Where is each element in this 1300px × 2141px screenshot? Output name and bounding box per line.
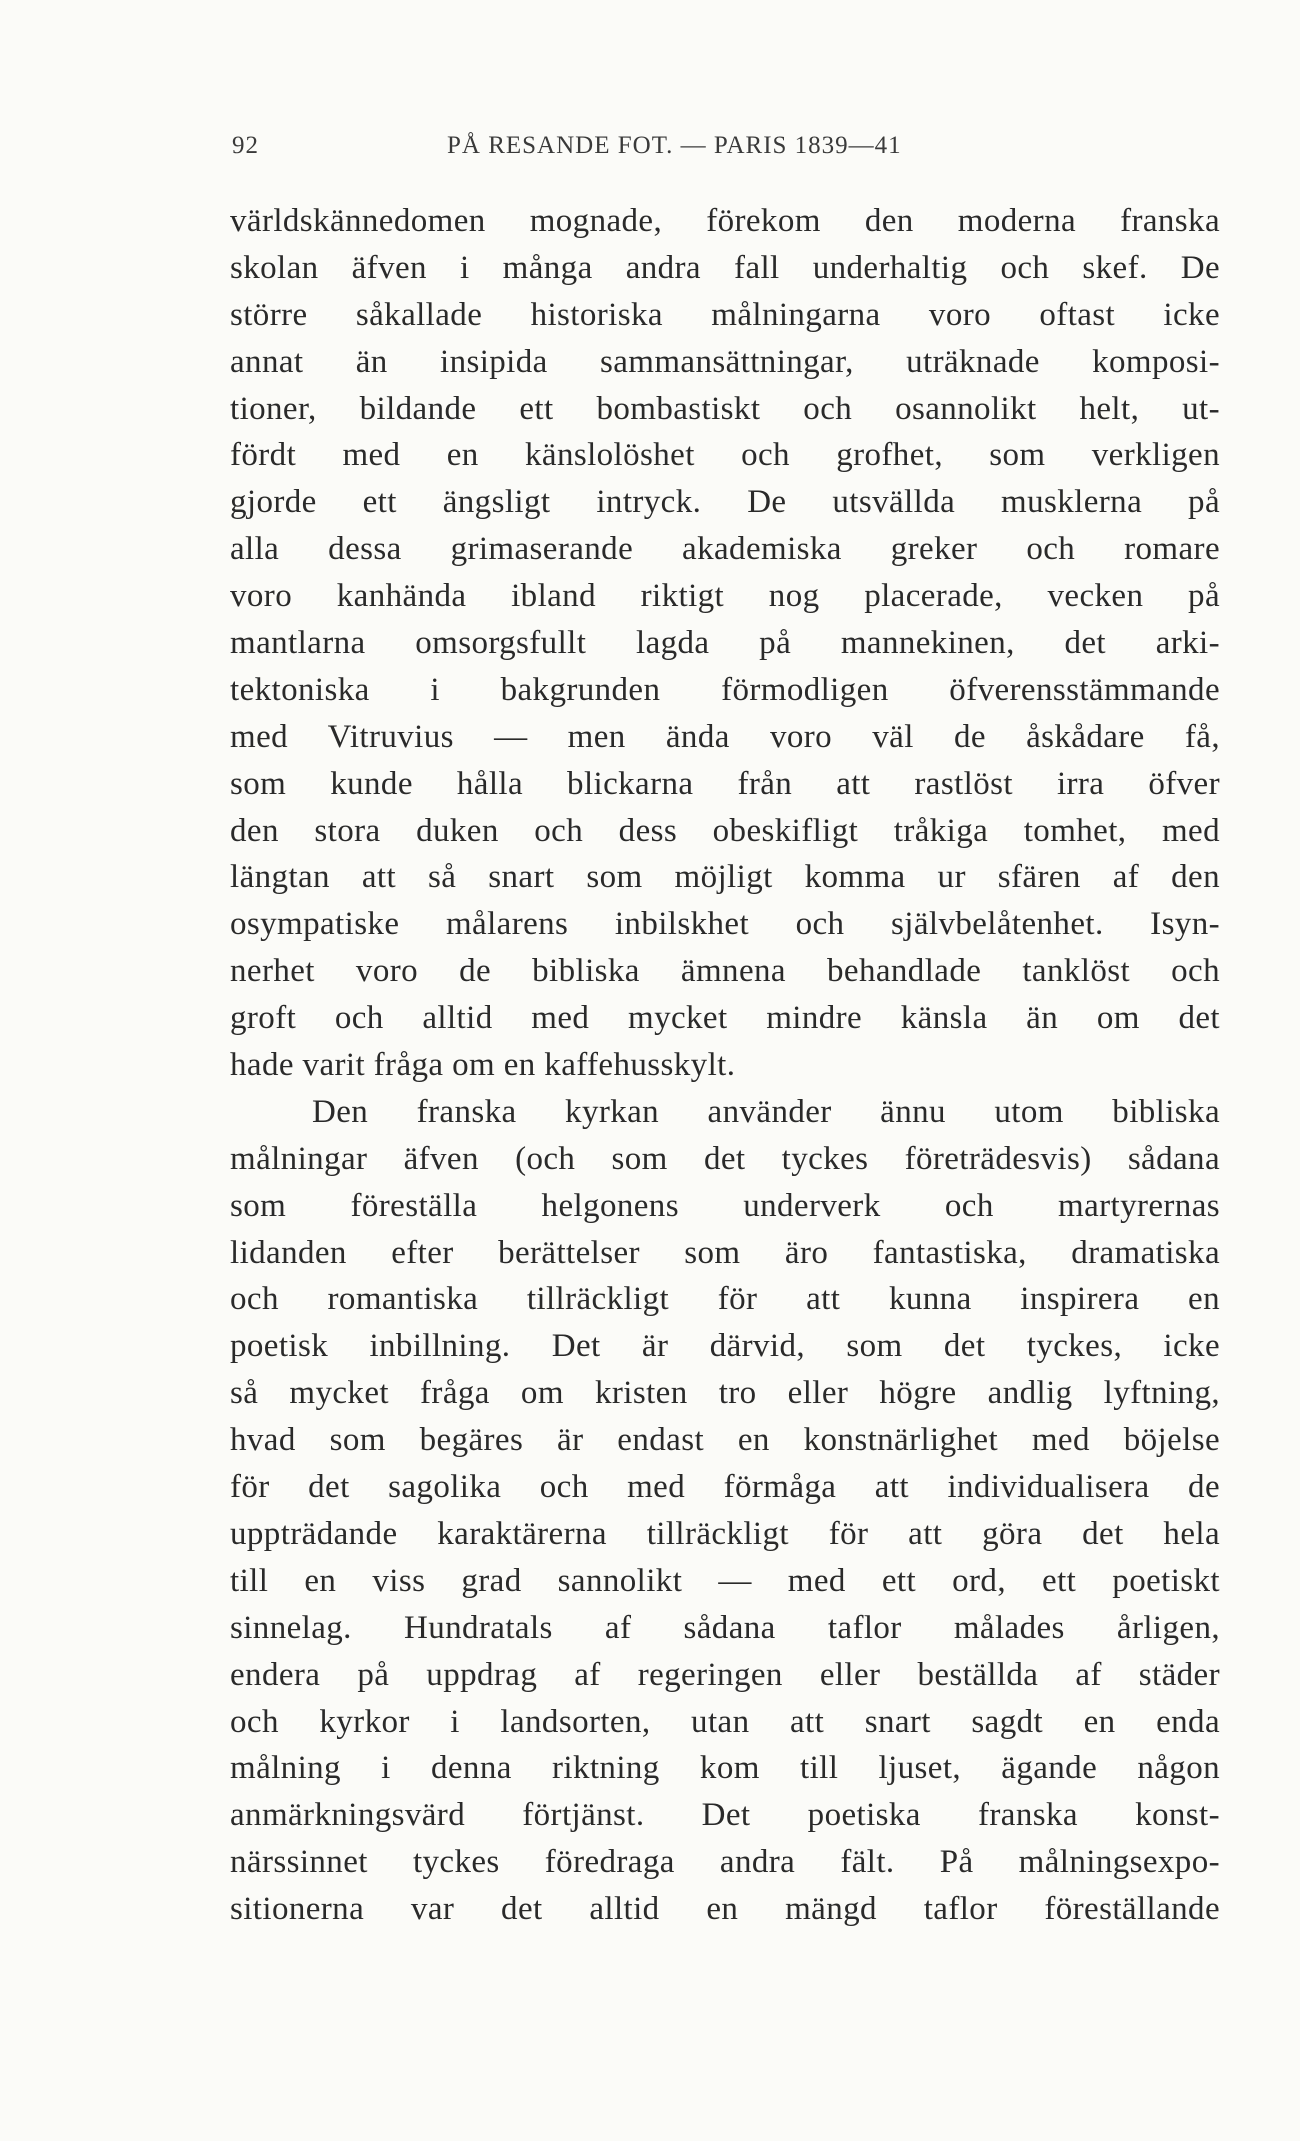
- text-line: målning i denna riktning kom till ljuset, ägande någon: [230, 1750, 1220, 1787]
- text-line: med Vitruvius — men ända voro väl de åskådare få,: [230, 718, 1220, 755]
- text-line: osympatiske målarens inbilskhet och självbelåtenhet. Isyn-: [230, 906, 1220, 943]
- paragraph-start-line: Den franska kyrkan använder ännu utom bibliska: [312, 1093, 1220, 1130]
- text-line: som kunde hålla blickarna från att rastlöst irra öfver: [230, 765, 1220, 802]
- text-line: för det sagolika och med förmåga att individualisera de: [230, 1469, 1220, 1506]
- text-line: endera på uppdrag af regeringen eller beställda af städer: [230, 1656, 1220, 1693]
- page-number: 92: [232, 132, 259, 159]
- text-line: uppträdande karaktärerna tillräckligt för att göra det hela: [230, 1515, 1220, 1552]
- running-title: PÅ RESANDE FOT. — PARIS 1839—41: [447, 132, 902, 159]
- text-line: till en viss grad sannolikt — med ett ord, ett poetiskt: [230, 1562, 1220, 1599]
- text-line: annat än insipida sammansättningar, uträknade komposi-: [230, 343, 1220, 380]
- text-line: nerhet voro de bibliska ämnena behandlade tanklöst och: [230, 953, 1220, 990]
- body-text: [230, 198, 1220, 1933]
- text-line: anmärkningsvärd förtjänst. Det poetiska franska konst-: [230, 1797, 1220, 1834]
- paragraph-end-line: hade varit fråga om en kaffehusskylt.: [230, 1047, 736, 1084]
- text-line: så mycket fråga om kristen tro eller högre andlig lyftning,: [230, 1375, 1220, 1412]
- text-line: den stora duken och dess obeskifligt tråkiga tomhet, med: [230, 812, 1220, 849]
- text-line: längtan att så snart som möjligt komma ur sfären af den: [230, 859, 1220, 896]
- text-line: fördt med en känslolöshet och grofhet, som verkligen: [230, 437, 1220, 474]
- text-line: tioner, bildande ett bombastiskt och osannolikt helt, ut-: [230, 390, 1220, 427]
- text-line: sitionerna var det alltid en mängd taflor föreställande: [230, 1891, 1220, 1928]
- text-line: alla dessa grimaserande akademiska greker och romare: [230, 531, 1220, 568]
- text-line: närssinnet tyckes föredraga andra fält. På målningsexpo-: [230, 1844, 1220, 1881]
- text-line: som föreställa helgonens underverk och martyrernas: [230, 1187, 1220, 1224]
- text-line: större såkallade historiska målningarna voro oftast icke: [230, 296, 1220, 333]
- text-line: mantlarna omsorgsfullt lagda på mannekinen, det arki-: [230, 625, 1220, 662]
- text-line: tektoniska i bakgrunden förmodligen öfverensstämmande: [230, 671, 1220, 708]
- text-line: poetisk inbillning. Det är därvid, som det tyckes, icke: [230, 1328, 1220, 1365]
- text-line: skolan äfven i många andra fall underhaltig och skef. De: [230, 249, 1220, 286]
- text-line: voro kanhända ibland riktigt nog placerade, vecken på: [230, 578, 1220, 615]
- text-line: världskännedomen mognade, förekom den moderna franska: [230, 203, 1220, 239]
- text-line: gjorde ett ängsligt intryck. De utsvällda musklerna på: [230, 484, 1220, 521]
- running-head: [232, 132, 1012, 172]
- text-line: och kyrkor i landsorten, utan att snart sagdt en enda: [230, 1703, 1220, 1740]
- text-line: målningar äfven (och som det tyckes företrädesvis) sådana: [230, 1140, 1220, 1177]
- text-line: groft och alltid med mycket mindre känsla än om det: [230, 1000, 1220, 1037]
- text-line: sinnelag. Hundratals af sådana taflor målades årligen,: [230, 1609, 1220, 1646]
- text-line: hvad som begäres är endast en konstnärlighet med böjelse: [230, 1422, 1220, 1459]
- text-line: lidanden efter berättelser som äro fantastiska, dramatiska: [230, 1234, 1220, 1271]
- text-line: och romantiska tillräckligt för att kunna inspirera en: [230, 1281, 1220, 1318]
